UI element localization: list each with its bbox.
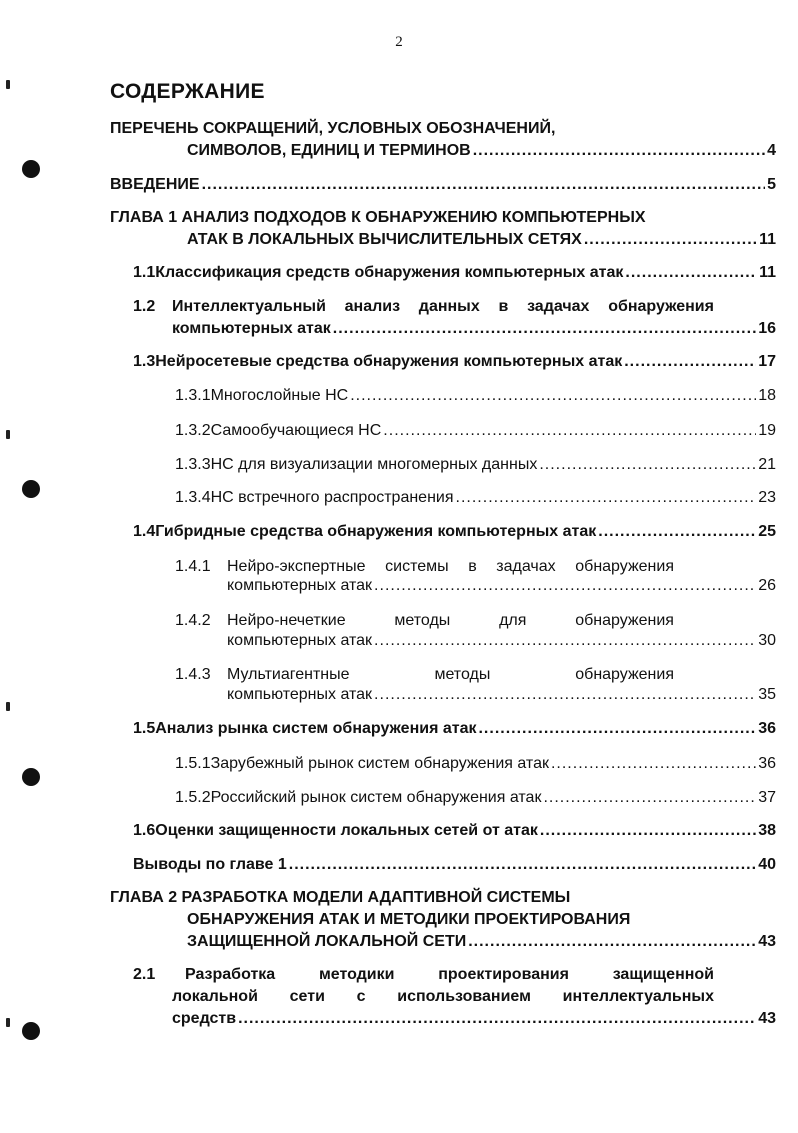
toc-entry-title: компьютерных атак (227, 577, 373, 594)
toc-word: обнаружения (575, 558, 674, 575)
toc-entry-title: Многослойные НС (210, 387, 349, 404)
section-number: 1.2 (133, 298, 156, 315)
toc-word: использованием (397, 988, 531, 1005)
toc-word: защищенной (612, 966, 714, 983)
toc-page-number: 35 (758, 686, 776, 703)
dot-leader (624, 353, 756, 371)
toc-word: анализ (344, 298, 401, 315)
toc-section-2-1-line1[interactable] (185, 966, 714, 984)
toc-page-number: 38 (758, 822, 776, 839)
scan-artifact-mark (6, 430, 10, 439)
section-number: 1.3.1 (175, 387, 211, 404)
toc-subsection-1-5-1[interactable] (175, 755, 776, 773)
toc-word: Нейро-нечеткие (227, 612, 346, 629)
toc-section-1-2[interactable] (172, 320, 776, 338)
dot-leader (543, 789, 756, 807)
toc-chapter-2-line1[interactable] (110, 889, 570, 907)
page-number: 2 (395, 34, 403, 50)
section-number: 1.5.1 (175, 755, 211, 772)
toc-entry-title: ВВЕДЕНИЕ (110, 176, 200, 193)
toc-entry-title: компьютерных атак (172, 320, 331, 337)
scan-artifact-mark (6, 80, 10, 89)
toc-word: задачах (496, 558, 556, 575)
toc-entry-title: средств (172, 1010, 237, 1027)
binder-hole-mark (22, 768, 40, 786)
toc-page-number: 21 (758, 456, 776, 473)
toc-entry-intro[interactable] (110, 176, 776, 194)
toc-entry-title: Самообучающиеся НС (210, 422, 382, 439)
toc-heading: СОДЕРЖАНИЕ (110, 80, 265, 103)
toc-page-number: 36 (758, 755, 776, 772)
section-number: 1.6 (133, 822, 156, 839)
toc-entry-title: НС для визуализации многомерных данных (210, 456, 538, 473)
toc-page-number: 16 (758, 320, 776, 337)
toc-entry-title: Анализ рынка систем обнаружения атак (155, 720, 477, 737)
toc-word: обнаружения (575, 666, 674, 683)
toc-subsection-1-4-1-words[interactable] (227, 558, 674, 576)
section-number: 1.5.2 (175, 789, 211, 806)
toc-word: задачах (527, 298, 590, 315)
toc-entry-title: ЗАЩИЩЕННОЙ ЛОКАЛЬНОЙ СЕТИ (187, 933, 467, 950)
toc-section-1-2-line1[interactable] (133, 298, 172, 316)
toc-entry-title: АТАК В ЛОКАЛЬНЫХ ВЫЧИСЛИТЕЛЬНЫХ СЕТЯХ (187, 231, 582, 248)
section-number: 1.4 (133, 523, 156, 540)
section-number: 1.3 (133, 353, 156, 370)
dot-leader (333, 320, 756, 338)
dot-leader (374, 577, 756, 595)
toc-page-number: 36 (758, 720, 776, 737)
toc-entry-title: компьютерных атак (227, 686, 373, 703)
toc-word: методики (318, 966, 395, 983)
section-number: 1.4.1 (175, 558, 211, 575)
toc-chapter-2[interactable] (187, 933, 776, 951)
toc-entry-title: Нейросетевые средства обнаружения компьютерных атак (155, 353, 623, 370)
toc-page-number: 37 (758, 789, 776, 806)
dot-leader (350, 387, 756, 405)
toc-entry-title: Зарубежный рынок систем обнаружения атак (210, 755, 549, 772)
toc-entry-title: Оценки защищенности локальных сетей от атак (155, 822, 538, 839)
toc-page-number: 40 (758, 856, 776, 873)
toc-page-number: 26 (758, 577, 776, 594)
toc-page-number: 25 (758, 523, 776, 540)
toc-subsection-1-4-2-words[interactable] (227, 612, 674, 630)
toc-word: в (498, 298, 509, 315)
toc-section-2-1-line2[interactable] (172, 988, 714, 1006)
dot-leader (598, 523, 756, 541)
dot-leader (289, 856, 756, 874)
section-number: 1.3.3 (175, 456, 211, 473)
dot-leader (540, 822, 756, 840)
dot-leader (584, 231, 757, 249)
toc-subsection-1-4-1[interactable] (227, 577, 776, 595)
dot-leader (473, 142, 765, 160)
dot-leader (383, 422, 756, 440)
toc-page-number: 11 (759, 231, 776, 248)
dot-leader (374, 686, 756, 704)
toc-section-1-5[interactable] (133, 720, 776, 738)
toc-entry-title: НС встречного распространения (210, 489, 454, 506)
section-number: 2.1 (133, 966, 156, 983)
dot-leader (374, 632, 756, 650)
binder-hole-mark (22, 1022, 40, 1040)
toc-word: сети (289, 988, 325, 1005)
toc-page-number: 17 (758, 353, 776, 370)
toc-entry-title: Российский рынок систем обнаружения атак (210, 789, 542, 806)
toc-page-number: 18 (758, 387, 776, 404)
toc-word: Мультиагентные (227, 666, 350, 683)
toc-subsection-1-4-3-number[interactable] (175, 666, 227, 684)
toc-word: методы (394, 612, 451, 629)
toc-section-1-2-words[interactable] (172, 298, 714, 316)
dot-leader (539, 456, 756, 474)
toc-page-number: 19 (758, 422, 776, 439)
toc-word: обнаружения (575, 612, 674, 629)
toc-subsection-1-4-3-words[interactable] (227, 666, 674, 684)
dot-leader (238, 1010, 756, 1028)
binder-hole-mark (22, 480, 40, 498)
toc-entry-title: ОБНАРУЖЕНИЯ АТАК И МЕТОДИКИ ПРОЕКТИРОВАНИЯ (187, 911, 631, 928)
toc-word: Разработка (185, 966, 276, 983)
toc-subsection-1-3-2[interactable] (175, 422, 776, 440)
section-number: 1.5 (133, 720, 156, 737)
toc-subsection-1-3-3[interactable] (175, 456, 776, 474)
dot-leader (456, 489, 757, 507)
toc-word: системы (385, 558, 449, 575)
toc-word: для (499, 612, 527, 629)
section-number: 1.1 (133, 264, 156, 281)
toc-chapter-1[interactable] (187, 231, 776, 249)
toc-subsection-1-5-2[interactable] (175, 789, 776, 807)
section-number: 1.3.4 (175, 489, 211, 506)
toc-word: обнаружения (608, 298, 714, 315)
toc-page-number: 30 (758, 632, 776, 649)
toc-section-1-4[interactable] (133, 523, 776, 541)
toc-subsection-1-3-1[interactable] (175, 387, 776, 405)
binder-hole-mark (22, 160, 40, 178)
section-number: 1.4.2 (175, 612, 211, 629)
toc-entry-title: ПЕРЕЧЕНЬ СОКРАЩЕНИЙ, УСЛОВНЫХ ОБОЗНАЧЕНИЙ, (110, 120, 556, 137)
section-number: 1.3.2 (175, 422, 211, 439)
toc-entry-title: Выводы по главе 1 (133, 856, 287, 873)
toc-subsection-1-3-4[interactable] (175, 489, 776, 507)
toc-entry-title: ГЛАВА 1 АНАЛИЗ ПОДХОДОВ К ОБНАРУЖЕНИЮ КОМПЬЮТЕРНЫХ (110, 209, 646, 226)
toc-word: методы (434, 666, 491, 683)
toc-page-number: 11 (759, 264, 776, 281)
toc-word: проектирования (438, 966, 569, 983)
toc-word: с (356, 988, 366, 1005)
toc-subsection-1-4-3[interactable] (227, 686, 776, 704)
toc-word: интеллектуальных (562, 988, 714, 1005)
scan-artifact-mark (6, 1018, 10, 1027)
toc-word: Интеллектуальный (172, 298, 326, 315)
toc-chapter-2-line2[interactable] (187, 911, 630, 929)
toc-section-2-1[interactable] (172, 1010, 776, 1028)
toc-section-1-3[interactable] (133, 353, 776, 371)
toc-chapter-1-line1[interactable] (110, 209, 646, 227)
dot-leader (478, 720, 756, 738)
toc-page-number: 23 (758, 489, 776, 506)
toc-entry-title: Гибридные средства обнаружения компьютерных атак (155, 523, 597, 540)
toc-section-2-1-number[interactable] (133, 966, 172, 984)
toc-entry-title: компьютерных атак (227, 632, 373, 649)
toc-entry-title: Классификация средств обнаружения компьютерных атак (155, 264, 624, 281)
toc-entry-title: СИМВОЛОВ, ЕДИНИЦ И ТЕРМИНОВ (187, 142, 471, 159)
scan-artifact-mark (6, 702, 10, 711)
toc-subsection-1-4-1-number[interactable] (175, 558, 227, 576)
toc-subsection-1-4-2[interactable] (227, 632, 776, 650)
toc-word: в (468, 558, 477, 575)
toc-entry-title: ГЛАВА 2 РАЗРАБОТКА МОДЕЛИ АДАПТИВНОЙ СИСТЕМЫ (110, 889, 571, 906)
toc-subsection-1-4-2-number[interactable] (175, 612, 227, 630)
toc-entry-abbrev[interactable] (187, 142, 776, 160)
toc-page-number: 43 (758, 1010, 776, 1027)
dot-leader (625, 264, 757, 282)
section-number: 1.4.3 (175, 666, 211, 683)
dot-leader (202, 176, 766, 194)
toc-word: Нейро-экспертные (227, 558, 366, 575)
toc-section-1-1[interactable] (133, 264, 776, 282)
toc-page-number: 4 (767, 142, 776, 159)
toc-conclusions-1[interactable] (133, 856, 776, 874)
toc-section-1-6[interactable] (133, 822, 776, 840)
toc-entry-abbrev-line1[interactable] (110, 120, 555, 138)
toc-word: локальной (172, 988, 258, 1005)
toc-page-number: 5 (767, 176, 776, 193)
dot-leader (468, 933, 756, 951)
toc-word: данных (418, 298, 480, 315)
dot-leader (551, 755, 756, 773)
toc-page-number: 43 (758, 933, 776, 950)
